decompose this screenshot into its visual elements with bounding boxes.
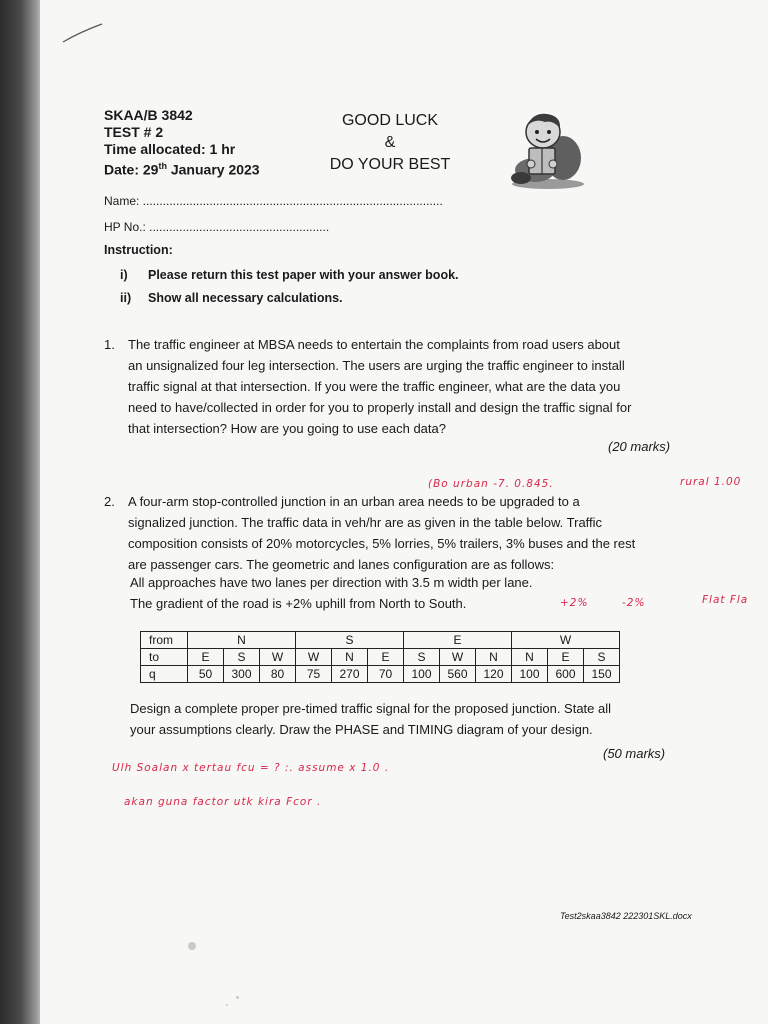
traffic-volume-table (140, 631, 620, 683)
question-2-number: 2. (104, 494, 115, 509)
flow-value: 50 (188, 666, 224, 683)
instruction-item: ii) Show all necessary calculations. (120, 291, 343, 305)
row-label: q (141, 666, 188, 683)
flow-value: 150 (584, 666, 620, 683)
good-luck-message (315, 110, 465, 176)
course-code: SKAA/B 3842 (104, 107, 193, 123)
table-row (141, 666, 620, 683)
handwritten-note: Ulh Soalan x tertau fcu = ? :. assume x 1.0 . (112, 762, 390, 774)
to-direction: N (476, 649, 512, 666)
to-direction: E (368, 649, 404, 666)
row-label: from (141, 632, 188, 649)
handwritten-note: +2% (560, 597, 589, 609)
good-luck-line1: GOOD LUCK (341, 112, 438, 129)
row-label: to (141, 649, 188, 666)
flow-value: 100 (512, 666, 548, 683)
flow-value: 70 (368, 666, 404, 683)
footer-filename: Test2skaa3842 222301SKL.docx (560, 911, 692, 921)
from-direction: S (296, 632, 404, 649)
pen-stroke-mark (60, 20, 110, 50)
to-direction: W (260, 649, 296, 666)
question-2-text: A four-arm stop-controlled junction in an urban area needs to be upgraded to a signalized junction. The traffic data in veh/hr are as given in the table below. Traffic composition consists of 20% motorcycles, 5% lorries, 5% trailers, 3% buses and the rest are passenger cars. The geometric and lanes configuration are as follows: (128, 494, 636, 572)
to-direction: S (224, 649, 260, 666)
scan-speck (188, 942, 196, 950)
hp-number-field: HP No.: ...................................................... (104, 220, 330, 234)
boy-reading-book-icon (503, 108, 593, 190)
from-direction: E (404, 632, 512, 649)
from-direction: W (512, 632, 620, 649)
time-allocated: Time allocated: 1 hr (104, 141, 236, 157)
instruction-item: i) Please return this test paper with your answer book. (120, 268, 459, 282)
from-direction: N (188, 632, 296, 649)
geometry-line-1: All approaches have two lanes per direction with 3.5 m width per lane. (130, 575, 533, 590)
flow-value: 100 (404, 666, 440, 683)
question-2-marks: (50 marks) (603, 746, 666, 761)
table-row (141, 632, 620, 649)
scan-speck (236, 996, 239, 999)
flow-value: 600 (548, 666, 584, 683)
to-direction: W (296, 649, 332, 666)
handwritten-note: -2% (622, 597, 646, 609)
test-date: Date: 29th January 2023 (104, 161, 260, 178)
question-1-text: The traffic engineer at MBSA needs to entertain the complaints from road users about an unsignalized four leg intersection. The users are urging the traffic engineer to install traffic signal at that intersection. If you were the traffic engineer, what are the data you need to have/collected in order for you to properly install and design the traffic signal for that intersection? How are you going to use each data? (128, 337, 632, 436)
to-direction: S (584, 649, 620, 666)
geometry-line-2: The gradient of the road is +2% uphill from North to South. (130, 596, 467, 611)
to-direction: N (512, 649, 548, 666)
to-direction: S (404, 649, 440, 666)
good-luck-line2: & (384, 134, 396, 151)
handwritten-note: akan guna factor utk kira Fcor . (124, 796, 322, 808)
design-instruction: Design a complete proper pre-timed traffic signal for the proposed junction. State all your assumptions clearly. Draw the PHASE and TIMING diagram of your design. (130, 701, 612, 737)
flow-value: 75 (296, 666, 332, 683)
to-direction: W (440, 649, 476, 666)
table-row (141, 649, 620, 666)
header-block (104, 107, 260, 179)
flow-value: 300 (224, 666, 260, 683)
flow-value: 560 (440, 666, 476, 683)
handwritten-note: Flat Fla (702, 594, 749, 606)
test-number: TEST # 2 (104, 124, 164, 140)
question-1-number: 1. (104, 337, 115, 352)
to-direction: E (548, 649, 584, 666)
handwritten-note: rural 1.00 (680, 476, 742, 488)
flow-value: 270 (332, 666, 368, 683)
name-field: Name: .......................................................................................... (104, 194, 443, 208)
flow-value: 80 (260, 666, 296, 683)
good-luck-line3: DO YOUR BEST (329, 156, 451, 173)
handwritten-note: (Bo urban -7. 0.845. (428, 478, 554, 490)
to-direction: E (188, 649, 224, 666)
to-direction: N (332, 649, 368, 666)
flow-value: 120 (476, 666, 512, 683)
instruction-title: Instruction: (104, 243, 173, 257)
scan-speck (226, 1004, 228, 1006)
question-1-marks: (20 marks) (608, 439, 671, 454)
